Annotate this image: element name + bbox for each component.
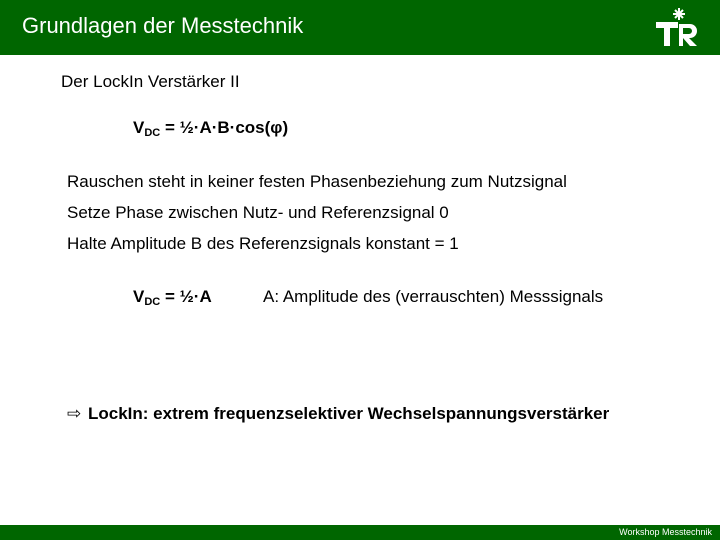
- body-line-amplitude: Halte Amplitude B des Referenzsignals konstant = 1: [67, 234, 459, 253]
- conclusion-text: LockIn: extrem frequenzselektiver Wechselspannungsverstärker: [88, 404, 610, 423]
- formula-2-subscript: DC: [144, 296, 161, 308]
- conclusion-line: [67, 404, 609, 424]
- header-title: Grundlagen der Messtechnik: [22, 13, 304, 38]
- formula-2-symbol: V: [133, 287, 145, 306]
- body-line-phase: Setze Phase zwischen Nutz- und Referenzsignal 0: [67, 203, 449, 222]
- arrow-right-icon: ⇨: [67, 404, 82, 424]
- header-bar: [0, 0, 720, 55]
- footer-bar: [0, 525, 720, 540]
- formula-1-expression: = ½·A·B·cos(φ): [160, 118, 289, 137]
- slide-subtitle: Der LockIn Verstärker II: [61, 72, 240, 91]
- formula-vdc-simplified: [133, 287, 212, 308]
- amplitude-explanation: A: Amplitude des (verrauschten) Messsignals: [263, 287, 604, 306]
- formula-1-symbol: V: [133, 118, 145, 137]
- formula-1-subscript: DC: [144, 127, 161, 139]
- formula-vdc-full: [133, 118, 288, 139]
- body-line-noise: Rauschen steht in keiner festen Phasenbeziehung zum Nutzsignal: [67, 172, 567, 191]
- footer-label: Workshop Messtechnik: [619, 527, 712, 537]
- university-logo-icon: [652, 6, 700, 48]
- formula-2-expression: = ½·A: [160, 287, 212, 306]
